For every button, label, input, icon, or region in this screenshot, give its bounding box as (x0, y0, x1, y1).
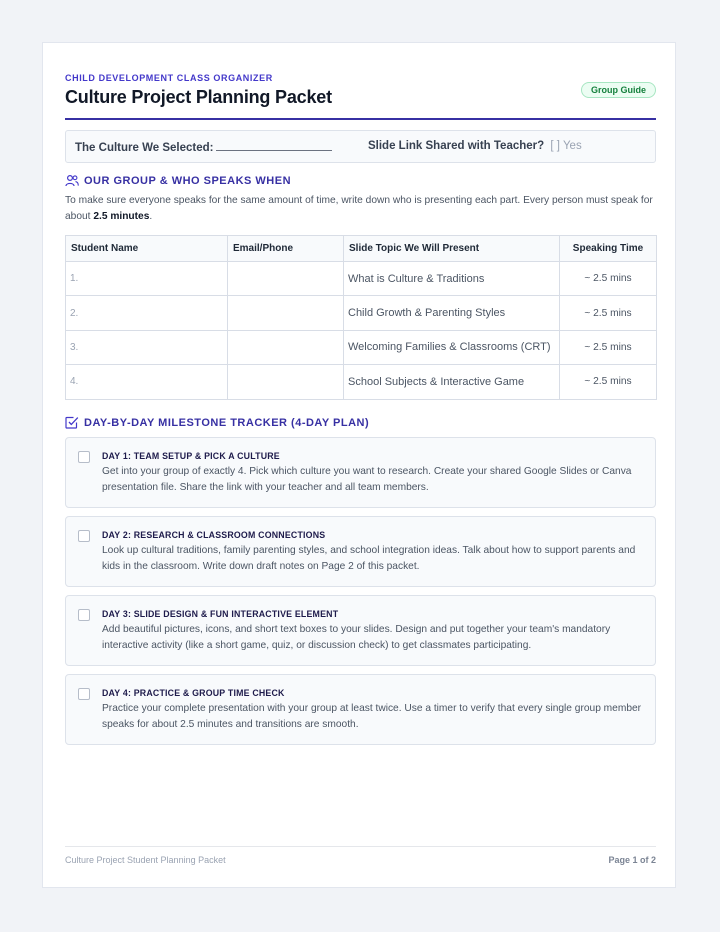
column-header: Speaking Time (560, 236, 657, 262)
speaking-time-cell: ~ 2.5 mins (560, 330, 657, 364)
column-header: Email/Phone (228, 236, 344, 262)
group-table (65, 235, 657, 400)
milestone-card-day-3 (65, 595, 656, 666)
email-phone-cell[interactable] (228, 262, 344, 296)
group-intro-text: To make sure everyone speaks for the same amount of time, write down who is presenting each part. Every person must speak for about 2.5 minutes. (65, 195, 653, 222)
slide-topic-cell: What is Culture & Traditions (344, 262, 560, 296)
title-rule (65, 118, 656, 120)
column-header: Student Name (66, 236, 228, 262)
day-2-title: DAY 2: RESEARCH & CLASSROOM CONNECTIONS (102, 530, 326, 540)
slide-link-label: Slide Link Shared with Teacher? (368, 140, 545, 152)
day-4-description: Practice your complete presentation with your group at least twice. Use a timer to verify that every single group member speaks for about 2.5 minutes and transitions are smooth. (102, 703, 642, 730)
page-number: Page 1 of 2 (608, 855, 656, 865)
speaking-time-cell: ~ 2.5 mins (560, 262, 657, 296)
table-row (66, 365, 657, 399)
day-3-description: Add beautiful pictures, icons, and short text boxes to your slides. Design and put together your team's mandatory interactive activity (like a short game, quiz, or discussion check) to get classmates participating. (102, 624, 611, 651)
day-4-checkbox[interactable] (78, 688, 90, 700)
slide-topic-cell: Child Growth & Parenting Styles (344, 296, 560, 330)
checkbox-icon (65, 416, 79, 429)
student-name-cell[interactable]: 1. (66, 262, 228, 296)
day-2-checkbox[interactable] (78, 530, 90, 542)
day-3-checkbox[interactable] (78, 609, 90, 621)
speaking-time-cell: ~ 2.5 mins (560, 296, 657, 330)
users-icon (65, 174, 79, 187)
group-guide-badge: Group Guide (581, 82, 656, 98)
culture-label: The Culture We Selected: (75, 142, 214, 154)
day-4-title: DAY 4: PRACTICE & GROUP TIME CHECK (102, 688, 285, 698)
footer-document-name: Culture Project Student Planning Packet (65, 855, 226, 865)
document-page (42, 42, 676, 888)
table-row (66, 330, 657, 364)
header-kicker: CHILD DEVELOPMENT CLASS ORGANIZER (65, 73, 273, 83)
milestone-card-day-1 (65, 437, 656, 508)
email-phone-cell[interactable] (228, 365, 344, 399)
milestone-heading-text: DAY-BY-DAY MILESTONE TRACKER (4-DAY PLAN) (84, 417, 370, 429)
footer-rule (65, 846, 656, 847)
table-row (66, 296, 657, 330)
student-name-cell[interactable]: 3. (66, 330, 228, 364)
day-1-checkbox[interactable] (78, 451, 90, 463)
student-name-cell[interactable]: 2. (66, 296, 228, 330)
column-header: Slide Topic We Will Present (344, 236, 560, 262)
culture-blank-line[interactable] (216, 140, 332, 151)
day-3-title: DAY 3: SLIDE DESIGN & FUN INTERACTIVE ELEMENT (102, 609, 339, 619)
speaking-time-cell: ~ 2.5 mins (560, 365, 657, 399)
email-phone-cell[interactable] (228, 296, 344, 330)
page-title: Culture Project Planning Packet (65, 87, 332, 107)
student-name-cell[interactable]: 4. (66, 365, 228, 399)
slide-link-checkbox[interactable]: [ ] Yes (550, 140, 582, 152)
culture-field (75, 140, 332, 154)
slide-link-field (368, 140, 582, 152)
milestone-card-day-4 (65, 674, 656, 745)
day-1-description: Get into your group of exactly 4. Pick which culture you want to research. Create your shared Google Slides or Canva presentation file. Share the link with your teacher and all team members. (102, 466, 632, 493)
info-bar (65, 130, 656, 163)
day-2-description: Look up cultural traditions, family parenting styles, and school integration ideas. Talk about how to support parents and kids in the classroom. Write down draft notes on Page 2 of this packet. (102, 545, 636, 572)
email-phone-cell[interactable] (228, 330, 344, 364)
group-heading-text: OUR GROUP & WHO SPEAKS WHEN (84, 175, 292, 187)
group-table-header (66, 236, 657, 262)
slide-topic-cell: Welcoming Families & Classrooms (CRT) (344, 330, 560, 364)
day-1-title: DAY 1: TEAM SETUP & PICK A CULTURE (102, 451, 280, 461)
table-row (66, 262, 657, 296)
milestone-card-day-2 (65, 516, 656, 587)
slide-topic-cell: School Subjects & Interactive Game (344, 365, 560, 399)
